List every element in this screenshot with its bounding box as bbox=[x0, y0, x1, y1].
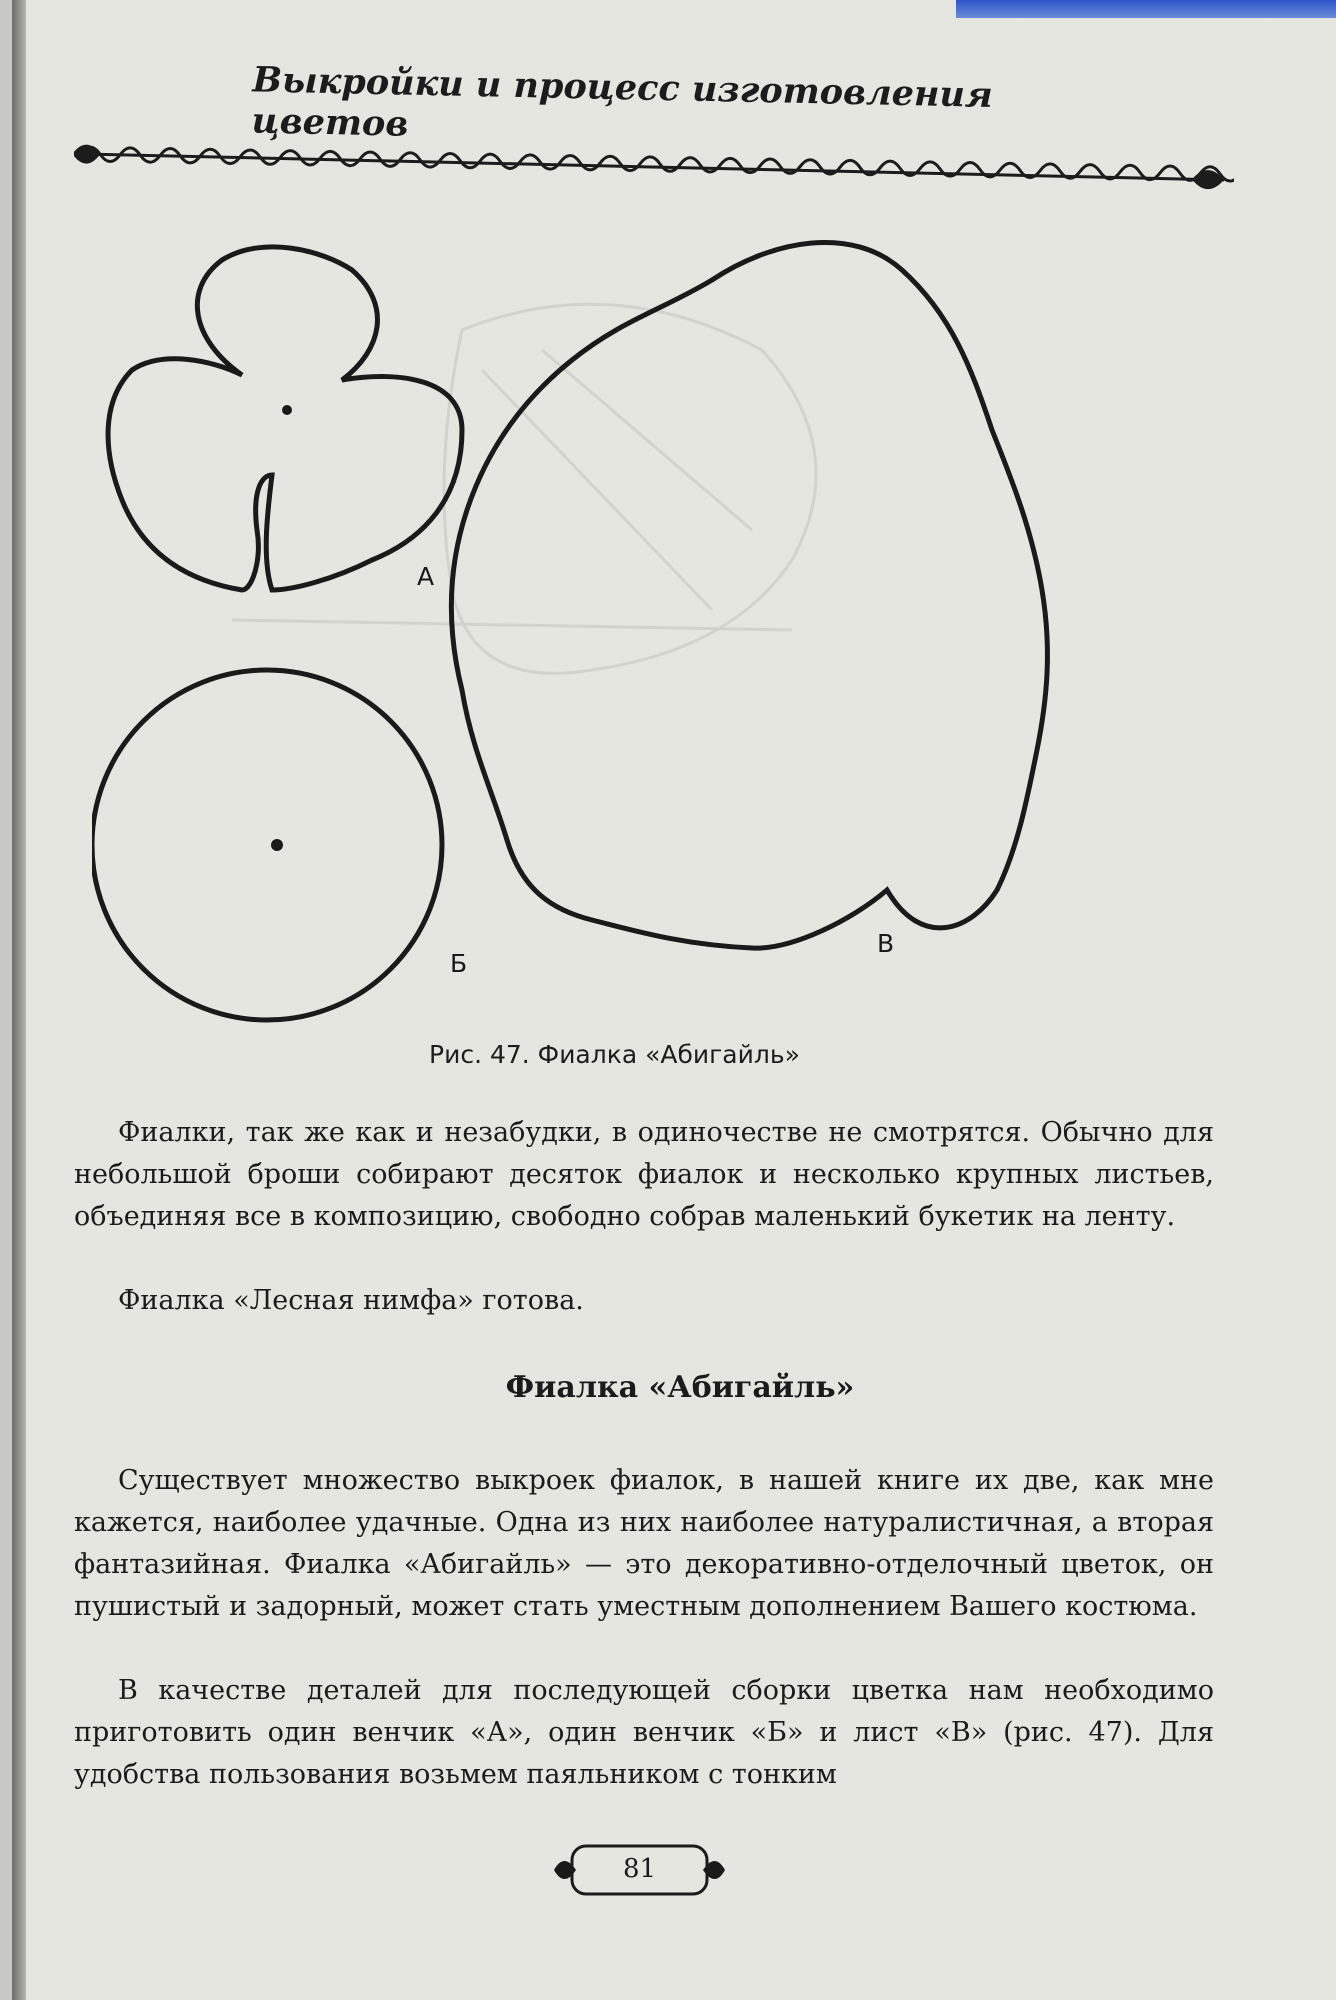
running-header: Выкройки и процесс изготовления цветов bbox=[251, 59, 994, 145]
pattern-a-center-dot bbox=[282, 405, 292, 415]
figure-caption: Рис. 47. Фиалка «Абигайль» bbox=[429, 1040, 800, 1069]
page-number-cartouche bbox=[552, 1840, 727, 1900]
pattern-figure-47 bbox=[92, 230, 1212, 1030]
page-number: 81 bbox=[622, 1854, 657, 1884]
pattern-v-label: В bbox=[877, 929, 895, 958]
pattern-b-label: Б bbox=[450, 949, 468, 978]
book-page bbox=[12, 0, 1336, 2000]
paragraph-4: В качестве деталей для последующей сборки цветка нам необходимо приготовить один венчик «А», один венчик «Б» и лист «В» (рис. 47). Для удобства пользования возьмем паяльником с тонким bbox=[74, 1675, 1214, 1790]
bleed-through-leaf bbox=[232, 304, 816, 673]
blue-cover-corner bbox=[956, 0, 1336, 18]
section-heading: Фиалка «Абигайль» bbox=[505, 1370, 855, 1405]
pattern-b-center-dot bbox=[271, 839, 283, 851]
book-spine-shadow bbox=[12, 0, 26, 2000]
decorative-border-ornament bbox=[74, 140, 1234, 200]
pattern-b-circle bbox=[92, 670, 442, 1020]
paragraph-1: Фиалки, так же как и незабудки, в одиночестве не смотрятся. Обычно для небольшой броши собирают десяток фиалок и несколько крупных листьев, объединяя все в композицию, свободно собрав маленький букетик на ленту. bbox=[74, 1117, 1214, 1232]
pattern-a-label: А bbox=[417, 562, 435, 591]
paragraph-3: Существует множество выкроек фиалок, в нашей книге их две, как мне кажется, наиболее удачные. Одна из них наиболее натуралистичная, а вторая фантазийная. Фиалка «Абигайль» — это декоративно-отделочный цветок, он пушистый и задорный, может стать уместным дополнением Вашего костюма. bbox=[74, 1465, 1214, 1622]
paragraph-2: Фиалка «Лесная нимфа» готова. bbox=[118, 1285, 584, 1316]
pattern-a-shape bbox=[108, 247, 462, 590]
pattern-v-leaf-shape bbox=[451, 242, 1047, 948]
